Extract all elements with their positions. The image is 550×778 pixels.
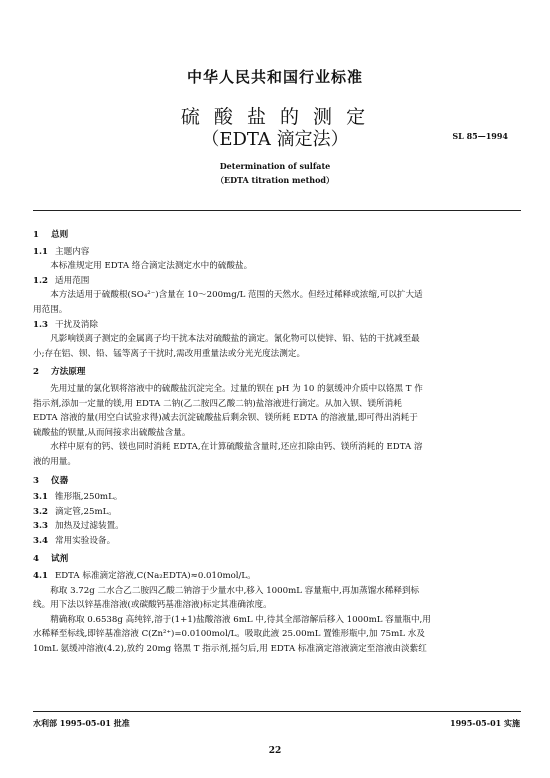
paragraph-line: 水样中原有的钙、镁也同时消耗 EDTA,在计算硫酸盐含量时,还应扣除由钙、镁所消耗的 EDTA 溶 [50, 442, 423, 453]
standard-category-header: 中华人民共和国行业标准 [186, 68, 363, 86]
section-number: 1 [33, 230, 39, 240]
paragraph-line: 先用过量的氯化钡将溶液中的硫酸盐沉淀完全。过量的钡在 pH 为 10 的氨缓冲介质中以铬黑 T 作 [50, 383, 423, 394]
approval-date: 水利部 1995-05-01 批准 [33, 718, 130, 728]
subsection-title: 干扰及消除 [55, 319, 98, 330]
paragraph-line: 指示剂,添加一定量的镁,用 EDTA 二钠(乙二胺四乙酸二钠)盐溶液进行滴定。从加入钡、镁所消耗 [33, 398, 402, 409]
item-number: 3.1 [33, 492, 48, 503]
bottom-divider [33, 711, 521, 712]
document-body [33, 224, 521, 657]
section-number: 3 [33, 475, 39, 486]
list-item [33, 519, 521, 534]
document-title: 硫 酸 盐 的 测 定 [180, 106, 370, 128]
paragraph-line: EDTA 溶液的量(用空白试验求得)减去沉淀硫酸盐后剩余钡、镁所耗 EDTA 的溶液量,即可得出消耗于 [33, 413, 418, 424]
section-number: 2 [33, 367, 39, 378]
paragraph-line: 用范围。 [33, 304, 68, 315]
page-number: 22 [268, 746, 282, 756]
paragraph-line: 液的用量。 [33, 456, 76, 467]
document-subtitle: （EDTA 滴定法） [201, 129, 349, 150]
paragraph-line: 凡影响镁离子测定的金属离子均干扰本法对硫酸盐的滴定。氰化物可以使锌、铅、钴的干扰减至最 [50, 334, 420, 345]
subsection-heading [33, 569, 521, 584]
subsection-heading [33, 245, 521, 260]
list-item [33, 490, 521, 505]
section-heading [33, 365, 521, 380]
paragraph: 本标准规定用 EDTA 络合滴定法测定水中的硫酸盐。 [50, 261, 253, 272]
item-text: 常用实验设备。 [55, 535, 116, 546]
section-heading [33, 228, 521, 243]
item-text: 滴定管,25mL。 [55, 506, 117, 517]
item-text: 加热及过滤装置。 [55, 521, 124, 532]
item-number: 3.3 [33, 521, 48, 532]
section-title: 方法原理 [51, 367, 86, 378]
subsection-title: EDTA 标准滴定溶液,C(Na₂EDTA)≈0.010mol/L。 [55, 571, 256, 582]
implementation-date: 1995-05-01 实施 [450, 718, 520, 728]
subsection-number: 1.3 [33, 319, 48, 330]
section-number: 4 [33, 554, 39, 565]
paragraph-line: 水稀释至标线,即锌基准溶液 C(Zn²⁺)=0.0100mol/L。吸取此液 25.00mL 置锥形瓶中,加 75mL 水及 [33, 629, 425, 640]
item-number: 3.2 [33, 506, 48, 517]
section-title: 总则 [51, 230, 69, 240]
subsection-number: 4.1 [33, 571, 48, 582]
subsection-title: 适用范围 [55, 275, 90, 286]
english-subtitle: （EDTA titration method） [215, 175, 335, 185]
subsection-title: 主题内容 [55, 246, 90, 257]
item-text: 锥形瓶,250mL。 [55, 492, 123, 503]
paragraph-line: 线。用下法以锌基准溶液(或碳酸钙基准溶液)标定其准确浓度。 [33, 600, 272, 611]
section-heading [33, 552, 521, 567]
paragraph-line: 10mL 氨缓冲溶液(4.2),放约 20mg 铬黑 T 指示剂,摇匀后,用 EDTA 标准滴定溶液滴定至溶液由淡紫红 [33, 644, 427, 655]
section-title: 仪器 [51, 475, 69, 486]
list-item [33, 534, 521, 549]
section-title: 试剂 [51, 554, 69, 565]
item-number: 3.4 [33, 535, 48, 546]
subsection-heading [33, 318, 521, 333]
paragraph-line: 本方法适用于硫酸根(SO₄²⁻)含量在 10～200mg/L 范围的天然水。但经过稀释或浓缩,可以扩大适 [50, 290, 423, 301]
paragraph-line: 称取 3.72g 二水合乙二胺四乙酸二钠溶于少量水中,移入 1000mL 容量瓶中,再加蒸馏水稀释到标 [50, 585, 420, 596]
list-item [33, 505, 521, 520]
paragraph-line: 硫酸盐的钡量,从而间接求出硫酸盐含量。 [33, 427, 191, 438]
paragraph-line: 小;存在铝、钡、铅、锰等离子干扰时,需改用重量法或分光光度法测定。 [33, 348, 306, 359]
english-title: Determination of sulfate [219, 161, 331, 171]
subsection-heading [33, 274, 521, 289]
section-heading [33, 474, 521, 489]
standard-number: SL 85—1994 [452, 131, 508, 141]
paragraph-line: 精确称取 0.6538g 高纯锌,溶于(1+1)盐酸溶液 6mL 中,待其全部溶解后移入 1000mL 容量瓶中,用 [50, 614, 431, 625]
top-divider [33, 210, 521, 211]
subsection-number: 1.2 [33, 275, 48, 286]
subsection-number: 1.1 [33, 246, 48, 257]
